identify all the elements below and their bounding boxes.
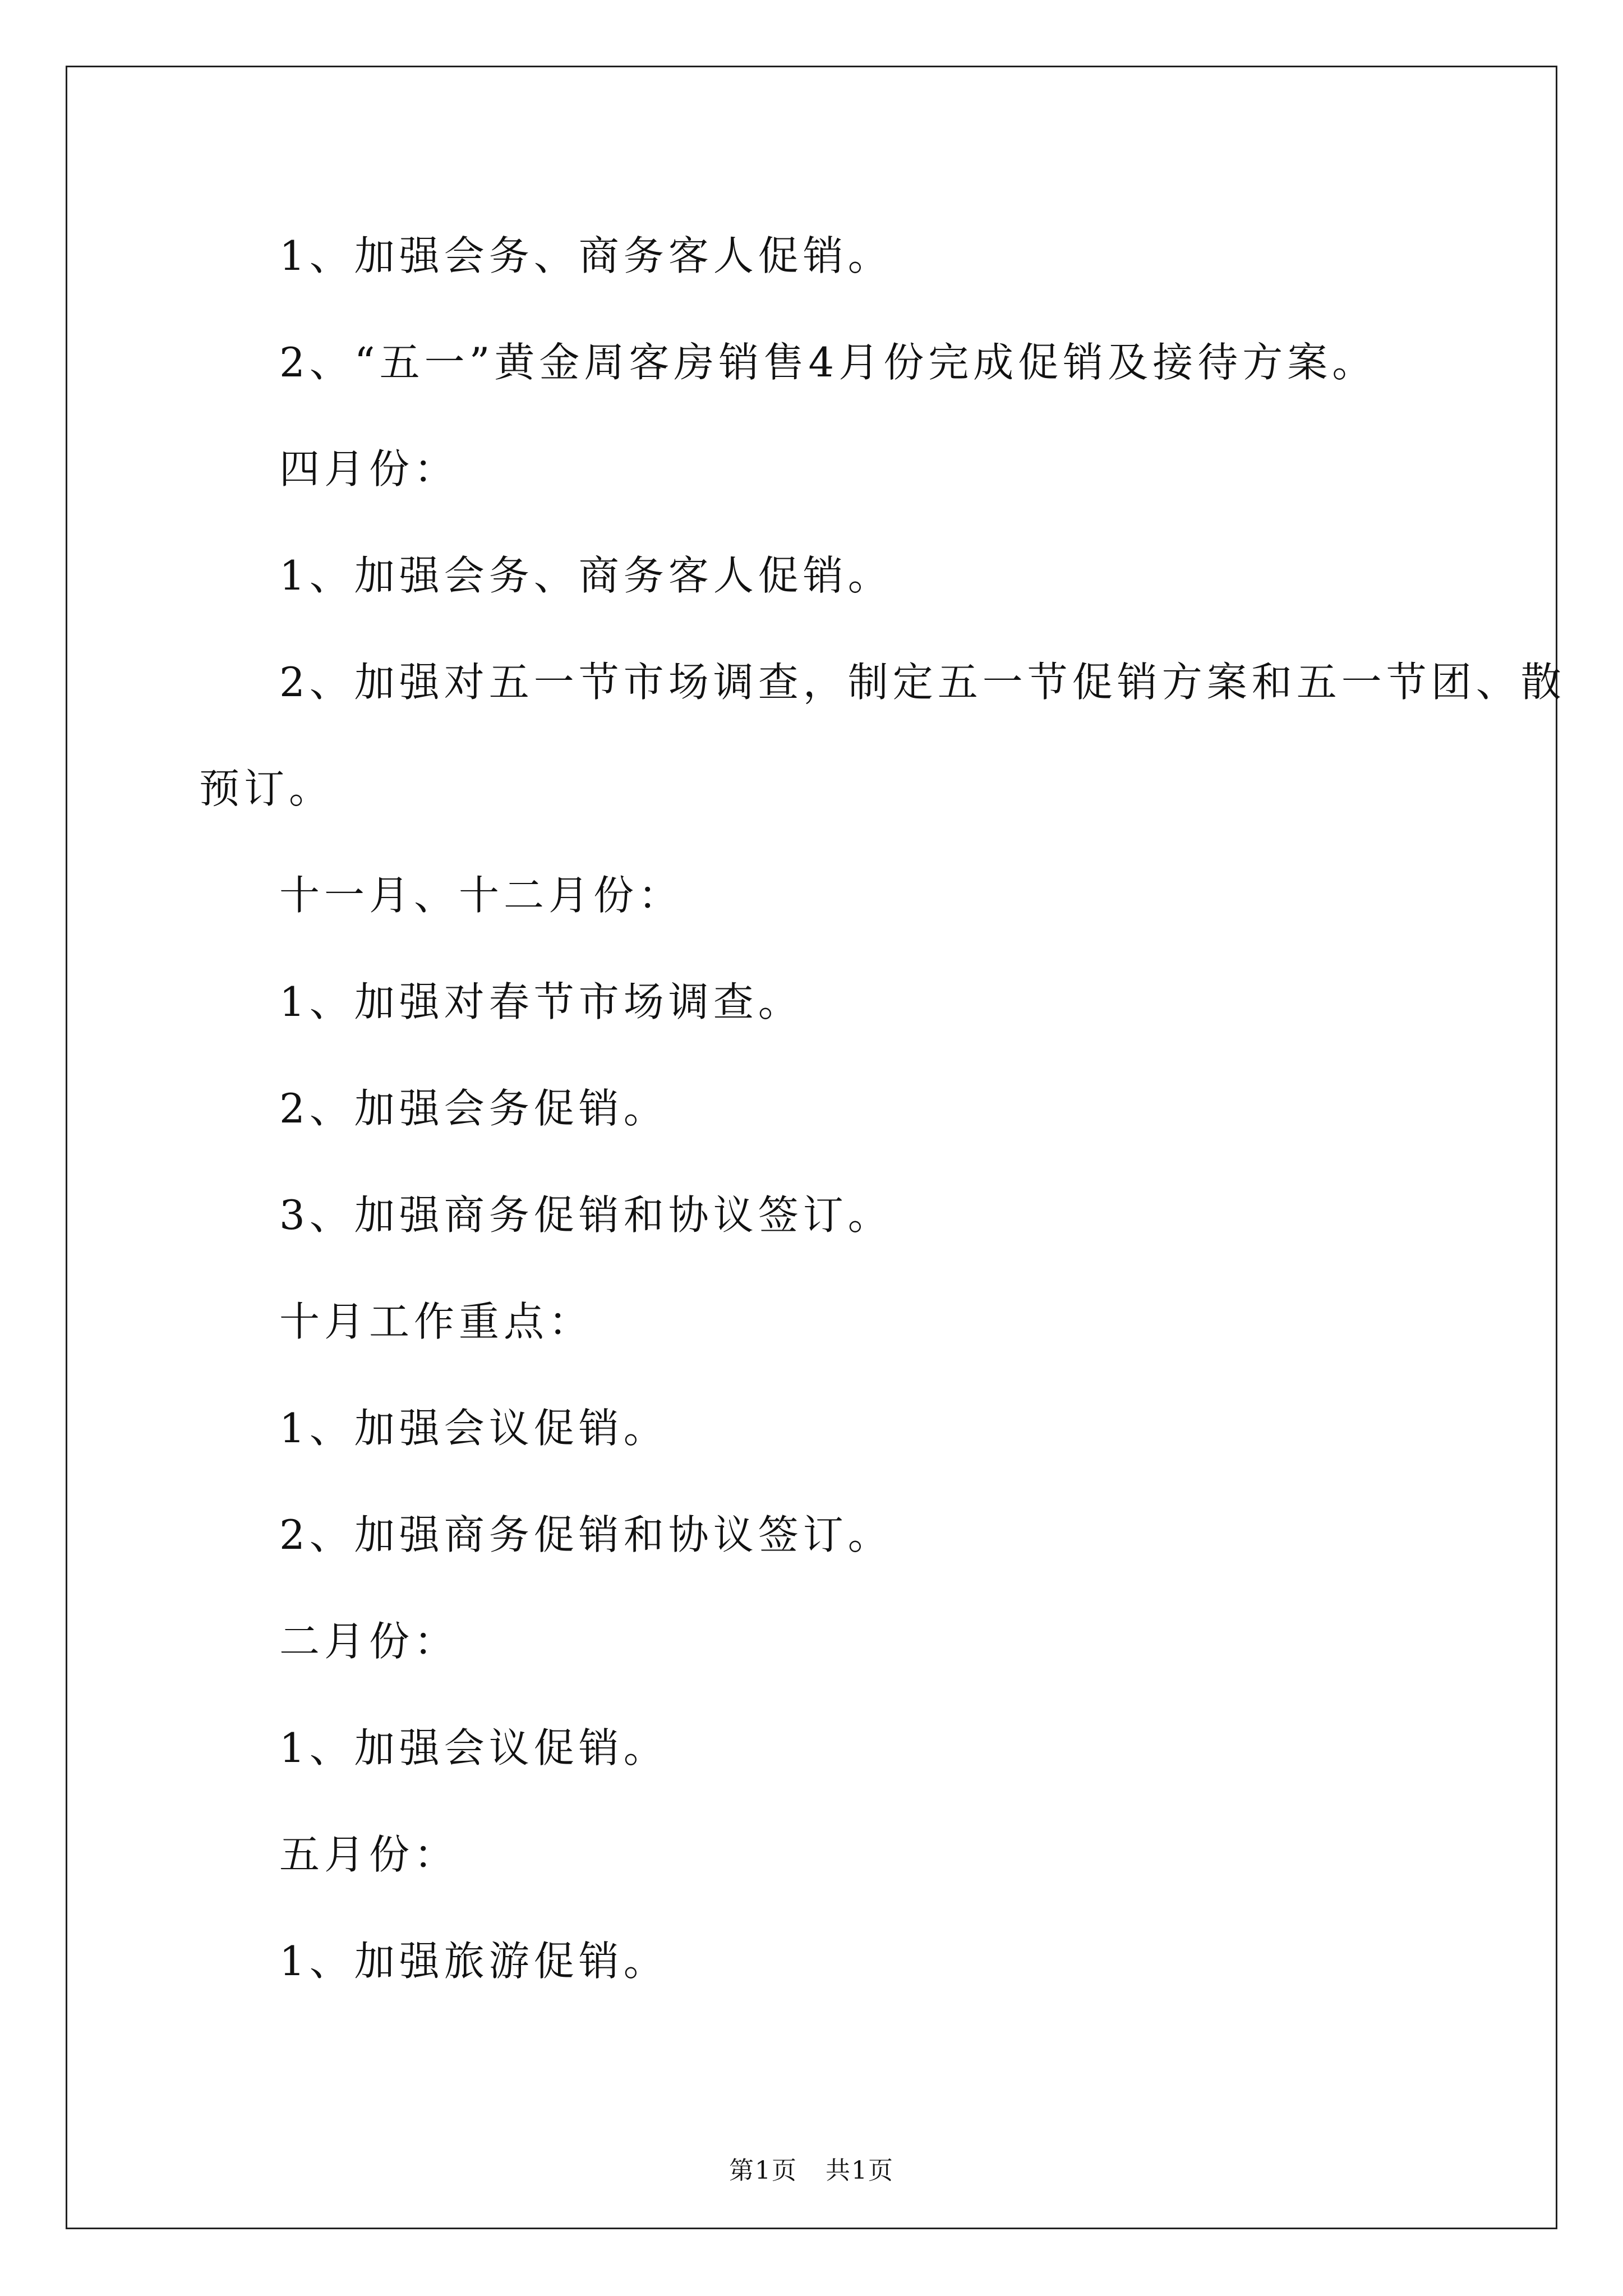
section-heading: 四月份：: [279, 445, 459, 493]
section-heading: 十月工作重点：: [279, 1298, 594, 1345]
text-line: 2、加强对五一节市场调查，制定五一节促销方案和五一节团、散: [279, 659, 1566, 706]
text-line: 1、加强旅游促销。: [279, 1938, 668, 1985]
document-body: [67, 67, 1566, 2228]
page-frame: [66, 66, 1566, 2229]
text-line: 1、加强会务、商务客人促销。: [279, 552, 893, 599]
section-heading: 二月份：: [279, 1618, 459, 1665]
section-heading: 五月份：: [279, 1831, 459, 1878]
text-line: 2、加强商务促销和协议签订。: [279, 1511, 893, 1558]
text-line: 2、加强会务促销。: [279, 1085, 668, 1132]
text-line: 3、加强商务促销和协议签订。: [279, 1191, 893, 1239]
page-number-current: 第1页: [729, 2156, 797, 2185]
section-heading: 十一月、十二月份：: [279, 872, 684, 919]
page-footer: [67, 2150, 1556, 2186]
page-number-total: 共1页: [826, 2156, 894, 2185]
text-line: 1、加强对春节市场调查。: [279, 978, 803, 1025]
text-line: 2、“五一”黄金周客房销售4月份完成促销及接待方案。: [279, 339, 1377, 386]
text-line: 1、加强会议促销。: [279, 1724, 668, 1772]
text-line: 1、加强会议促销。: [279, 1405, 668, 1452]
text-line: 1、加强会务、商务客人促销。: [279, 232, 893, 279]
text-line-continued: 预订。: [199, 765, 334, 812]
